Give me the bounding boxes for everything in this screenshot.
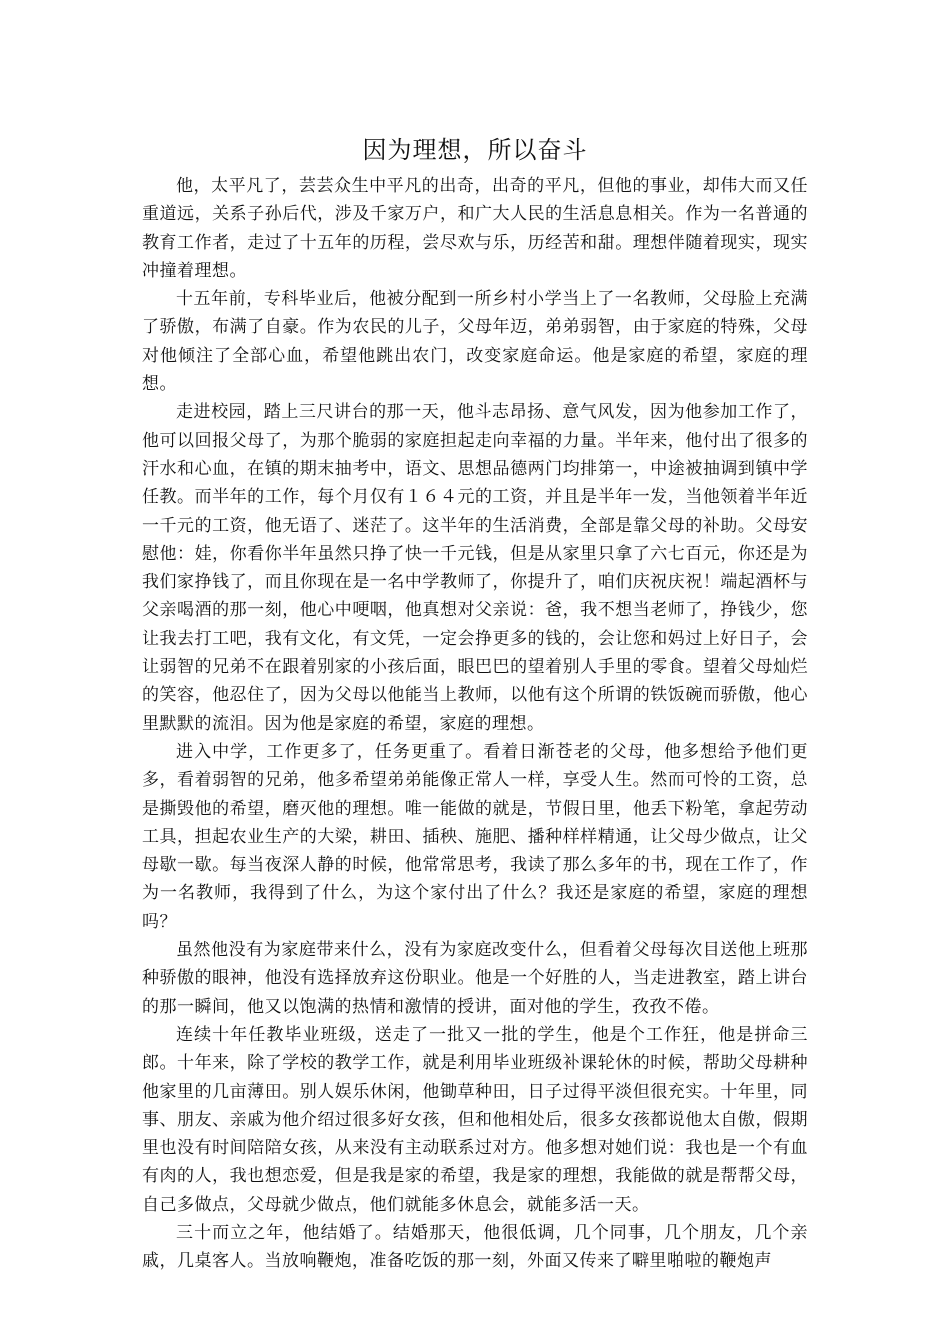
paragraph-4: 进入中学，工作更多了，任务更重了。看着日渐苍老的父母，他多想给予他们更多，看着弱智的兄弟，他多希望弟弟能像正常人一样，享受人生。然而可怜的工资，总是撕毁他的希望，磨灭他的理想。唯一能做的就是，节假日里，他丢下粉笔，拿起劳动工具，担起农业生产的大梁，耕田、插秧、施肥、播种样样精通，让父母少做点，让父母歇一歇。每当夜深人静的时候，他常常思考，我读了那么多年的书，现在工作了，作为一名教师，我得到了什么，为这个家付出了什么？我还是家庭的希望，家庭的理想吗？	[142, 741, 808, 932]
document-body	[142, 172, 808, 1276]
paragraph-2: 十五年前，专科毕业后，他被分配到一所乡村小学当上了一名教师，父母脸上充满了骄傲，布满了自豪。作为农民的儿子，父母年迈，弟弟弱智，由于家庭的特殊，父母对他倾注了全部心血，希望他跳出农门，改变家庭命运。他是家庭的希望，家庭的理想。	[142, 289, 808, 395]
paragraph-6: 连续十年任教毕业班级，送走了一批又一批的学生，他是个工作狂，他是拼命三郎。十年来，除了学校的教学工作，就是利用毕业班级补课轮休的时候，帮助父母耕种他家里的几亩薄田。别人娱乐休闲，他锄草种田，日子过得平淡但很充实。十年里，同事、朋友、亲戚为他介绍过很多好女孩，但和他相处后，很多女孩都说他太自傲，假期里也没有时间陪陪女孩，从来没有主动联系过对方。他多想对她们说：我也是一个有血有肉的人，我也想恋爱，但是我是家的希望，我是家的理想，我能做的就是帮帮父母，自己多做点，父母就少做点，他们就能多休息会，就能多活一天。	[142, 1024, 808, 1215]
paragraph-1: 他，太平凡了，芸芸众生中平凡的出奇，出奇的平凡，但他的事业，却伟大而又任重道远，关系子孙后代，涉及千家万户，和广大人民的生活息息相关。作为一名普通的教育工作者，走过了十五年的历程，尝尽欢与乐，历经苦和甜。理想伴随着现实，现实冲撞着理想。	[142, 176, 808, 281]
paragraph-7: 三十而立之年，他结婚了。结婚那天，他很低调，几个同事，几个朋友，几个亲戚，几桌客人。当放响鞭炮，准备吃饭的那一刻，外面又传来了噼里啪啦的鞭炮声	[142, 1222, 808, 1272]
document-title: 因为理想，所以奋斗	[362, 136, 588, 164]
paragraph-5: 虽然他没有为家庭带来什么，没有为家庭改变什么，但看着父母每次目送他上班那种骄傲的眼神，他没有选择放弃这份职业。他是一个好胜的人，当走进教室，踏上讲台的那一瞬间，他又以饱满的热情和激情的授讲，面对他的学生，孜孜不倦。	[142, 940, 808, 1017]
paragraph-3: 走进校园，踏上三尺讲台的那一天，他斗志昂扬、意气风发，因为他参加工作了，他可以回报父母了，为那个脆弱的家庭担起走向幸福的力量。半年来，他付出了很多的汗水和心血，在镇的期末抽考中，语文、思想品德两门均排第一，中途被抽调到镇中学任教。而半年的工作，每个月仅有１６４元的工资，并且是半年一发，当他领着半年近一千元的工资，他无语了、迷茫了。这半年的生活消费，全部是靠父母的补助。父母安慰他：娃，你看你半年虽然只挣了快一千元钱，但是从家里只拿了六七百元，你还是为我们家挣钱了，而且你现在是一名中学教师了，你提升了，咱们庆祝庆祝！端起酒杯与父亲喝酒的那一刻，他心中哽咽，他真想对父亲说：爸，我不想当老师了，挣钱少，您让我去打工吧，我有文化，有文凭，一定会挣更多的钱的，会让您和妈过上好日子，会让弱智的兄弟不在跟着别家的小孩后面，眼巴巴的望着别人手里的零食。望着父母灿烂的笑容，他忍住了，因为父母以他能当上教师，以他有这个所谓的铁饭碗而骄傲，他心里默默的流泪。因为他是家庭的希望，家庭的理想。	[142, 402, 808, 734]
